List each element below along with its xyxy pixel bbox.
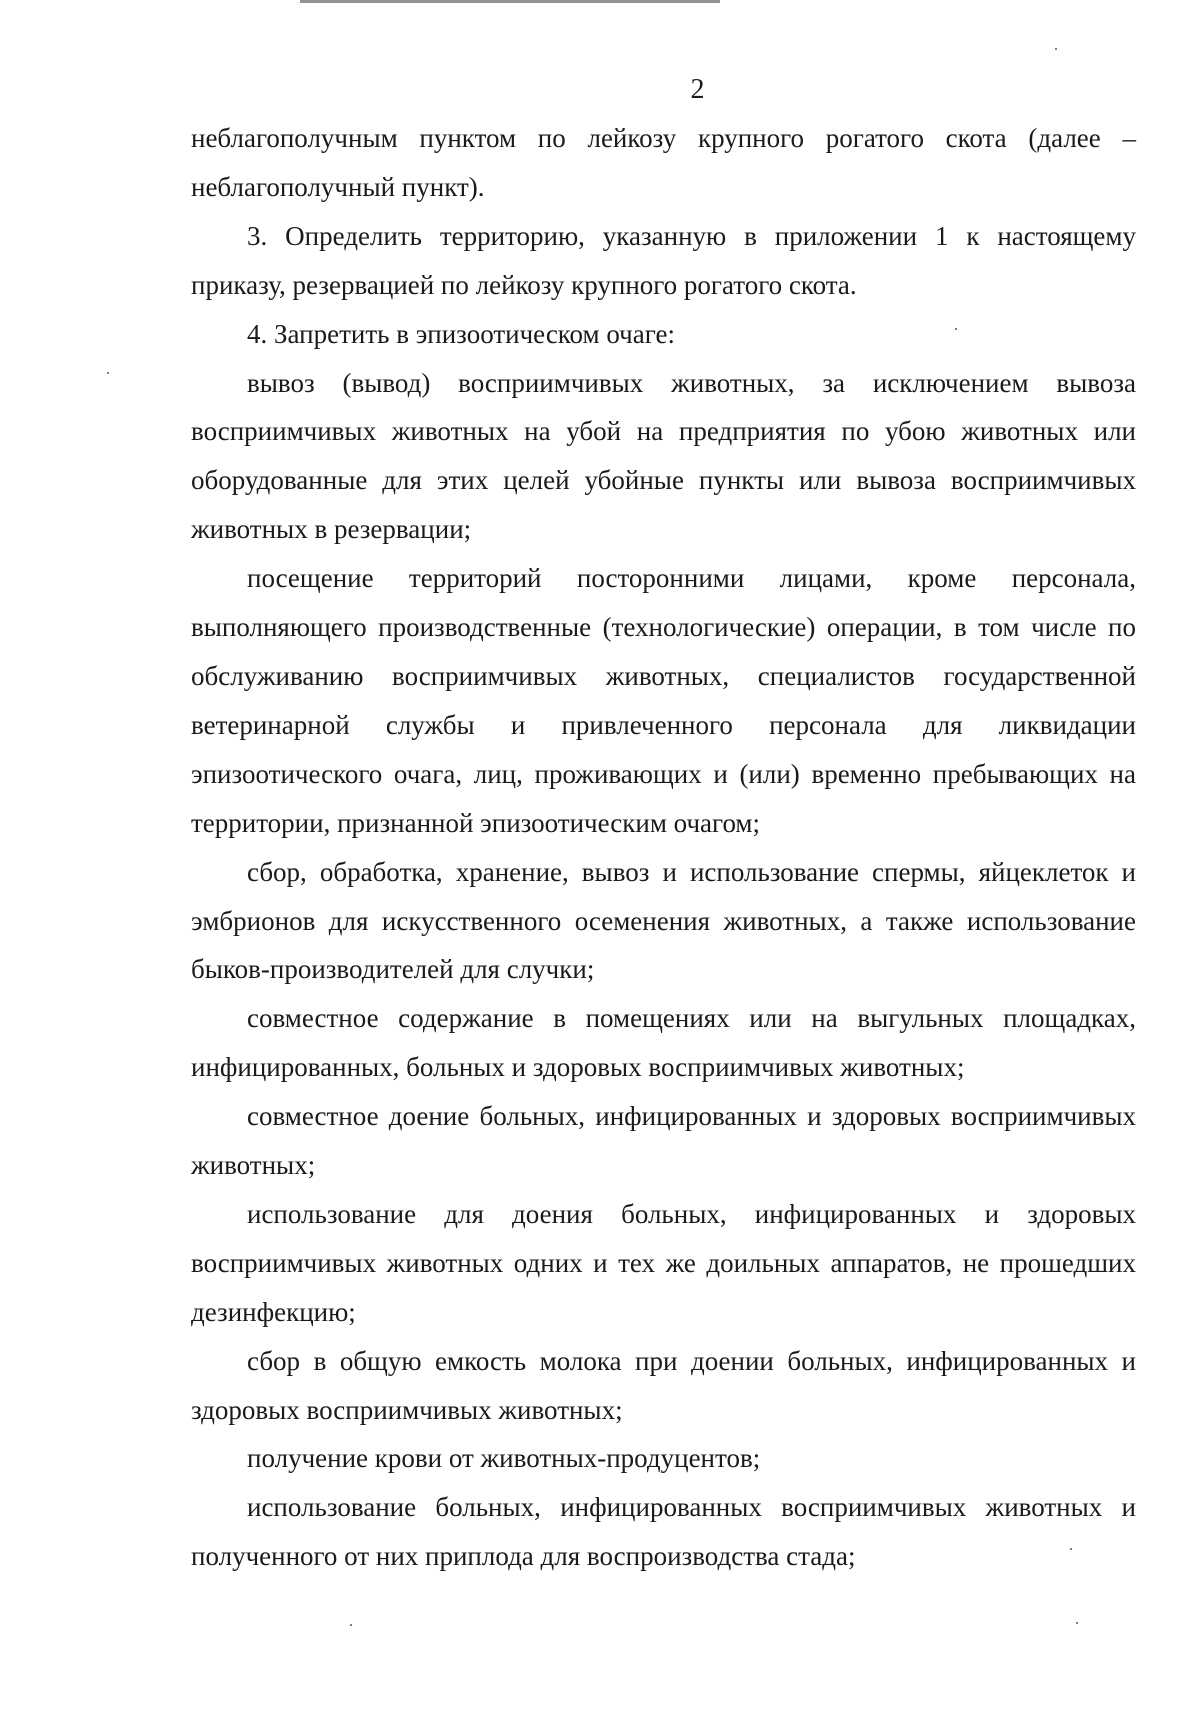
paragraph-continuation: неблагополучным пунктом по лейкозу крупного рогатого скота (далее – неблагополучный пункт).	[191, 123, 1136, 202]
scan-speck	[350, 1624, 352, 1626]
paragraph-visit-ban: посещение территорий посторонними лицами, кроме персонала, выполняющего производственные (технологические) операции, в том числе по обслуживанию восприимчивых животных, специалистов государственной ветеринарной службы и привлеченного персонала для ликвидации эпизоотического очага, лиц, проживающих и (или) временно пребывающих на территории, признанной эпизоотическим очагом;	[191, 563, 1136, 838]
scan-speck	[107, 372, 109, 374]
scan-speck	[1055, 48, 1057, 50]
scan-speck	[1076, 1622, 1078, 1624]
page-number: 2	[690, 74, 705, 105]
paragraph-joint-keeping-ban: совместное содержание в помещениях или на выгульных площадках, инфицированных, больных и здоровых восприимчивых животных;	[191, 1003, 1136, 1083]
paragraph-sperm-ban: сбор, обработка, хранение, вывоз и использование спермы, яйцеклеток и эмбрионов для искусственного осеменения животных, а также использование быков-производителей для случки;	[191, 856, 1136, 985]
document-body	[191, 114, 1136, 1581]
paragraph-breeding-ban: использование больных, инфицированных восприимчивых животных и полученного от них приплода для воспроизводства стада;	[191, 1492, 1136, 1572]
scan-edge-line	[300, 0, 720, 3]
scan-speck	[1070, 1548, 1072, 1550]
paragraph-blood-ban: получение крови от животных-продуцентов;	[247, 1443, 761, 1474]
paragraph-item-3: 3. Определить территорию, указанную в приложении 1 к настоящему приказу, резервацией по лейкозу крупного рогатого скота.	[191, 220, 1136, 300]
paragraph-joint-milking-ban: совместное доение больных, инфицированных и здоровых восприимчивых животных;	[191, 1101, 1136, 1181]
paragraph-removal-ban: вывоз (вывод) восприимчивых животных, за исключением вывоза восприимчивых животных на убой на предприятия по убою животных или оборудованные для этих целей убойные пункты или вывоза восприимчивых животных в резервации;	[191, 367, 1136, 545]
paragraph-apparatus-ban: использование для доения больных, инфицированных и здоровых восприимчивых животных одних и тех же доильных аппаратов, не прошедших дезинфекцию;	[191, 1198, 1136, 1327]
paragraph-milk-collection-ban: сбор в общую емкость молока при доении больных, инфицированных и здоровых восприимчивых животных;	[191, 1345, 1136, 1425]
paragraph-item-4: 4. Запретить в эпизоотическом очаге:	[247, 318, 675, 349]
scan-speck	[955, 328, 957, 330]
